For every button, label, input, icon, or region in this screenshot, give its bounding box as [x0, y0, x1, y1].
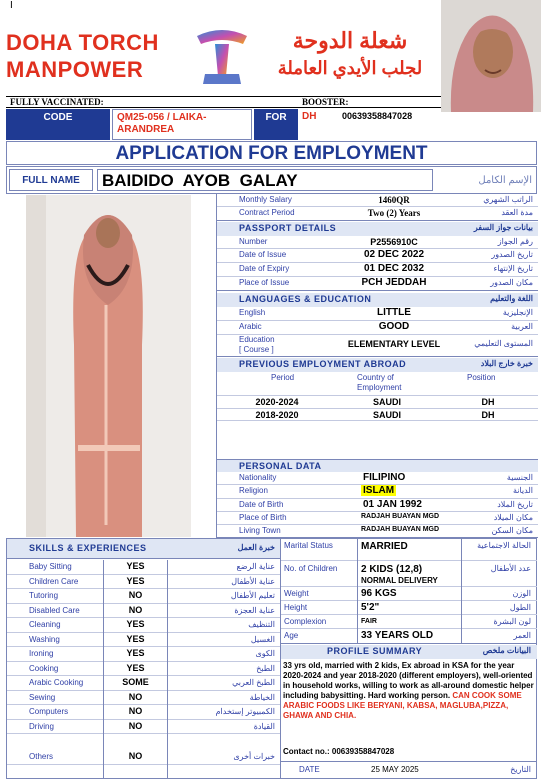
form-title: APPLICATION FOR EMPLOYMENT	[6, 141, 537, 165]
vaccine-row	[6, 96, 441, 108]
skill-label-ar: الطبخ	[256, 663, 275, 673]
skill-row	[7, 604, 280, 619]
torch-logo	[193, 26, 251, 86]
salary-row	[217, 194, 538, 207]
header	[0, 0, 541, 96]
code-bar	[6, 109, 537, 140]
skill-label-ar: القيادة	[253, 721, 275, 731]
booster-label: BOOSTER:	[302, 97, 349, 107]
salary-label: Monthly Salary	[239, 195, 292, 204]
personal-data-heading: PERSONAL DATA	[217, 459, 538, 472]
skill-row	[7, 720, 280, 735]
skill-label: Tutoring	[29, 591, 59, 600]
full-name-row	[6, 166, 537, 194]
date-row: DATE 25 MAY 2025 التاريخ	[281, 761, 537, 779]
skill-label: Washing	[29, 634, 60, 644]
skill-value: YES	[126, 633, 145, 644]
skill-row	[7, 575, 280, 590]
marital-row: Marital Status MARRIED الحالة الاجتماعية	[281, 539, 537, 561]
weight-row: Weight 96 KGS الوزن	[281, 587, 537, 601]
children-row: No. of Children 2 KIDS (12,8) NORMAL DELIVERY عدد الأطفال	[281, 561, 537, 587]
previous-employment-row: 2018-2020 SAUDI DH	[217, 408, 538, 421]
previous-employment-header: Period Country of Employment Position	[271, 373, 496, 392]
salary-label-ar: الراتب الشهري	[483, 195, 533, 204]
skill-label-ar: الخياطة	[249, 692, 275, 702]
skill-label: Baby Sitting	[29, 562, 72, 571]
skill-value: YES	[126, 575, 145, 586]
complexion-row: Complexion FAIR لون البشرة	[281, 615, 537, 629]
skill-row	[7, 662, 280, 677]
skill-label-ar: عناية الأطفال	[231, 576, 275, 586]
dob-row: Date of Birth 01 JAN 1992 تاريخ الملاد	[217, 499, 538, 512]
skill-label-ar: الغسيل	[250, 634, 275, 644]
skill-value: SOME	[122, 677, 149, 687]
full-body-photo	[26, 195, 191, 537]
skill-row	[7, 691, 280, 706]
skill-value: YES	[126, 648, 145, 658]
skill-label: Cleaning	[29, 620, 61, 629]
arabic-row: Arabic GOOD العربية	[217, 321, 538, 335]
skill-label-ar: الطبخ العربي	[232, 678, 275, 687]
passport-rows	[217, 236, 538, 291]
skill-label: Ironing	[29, 649, 54, 658]
skill-row	[7, 589, 280, 604]
living-town-row: Living Town RADJAH BUAYAN MGD مكان السكن	[217, 525, 538, 538]
skill-label: Arabic Cooking	[29, 678, 84, 687]
for-label: FOR	[254, 109, 298, 140]
skill-label-ar: تعليم الأطفال	[230, 591, 275, 600]
languages-heading: LANGUAGES & EDUCATION اللغة والتعليم	[217, 293, 538, 307]
skills-table	[6, 538, 281, 779]
skill-label: Disabled Care	[29, 605, 80, 615]
religion-row: Religion ISLAM الديانة	[217, 485, 538, 499]
phone-number: 00639358847028	[342, 111, 413, 121]
skill-label-ar: عناية العجزة	[234, 605, 275, 615]
skill-label: Driving	[29, 721, 54, 731]
company-name-ar-line1: شعلة الدوحة	[292, 28, 408, 53]
skill-label-ar: عناية الرضع	[236, 562, 275, 571]
profile-summary-text: 33 yrs old, married with 2 kids, Ex abroad in KSA for the year 2020-2024 and year 2018-2020 (different employers), well-oriented in household works, willing to work as all-around domestic helper including babysitting. Hard working person. CAN COOK SOME ARABIC FOODS LIKE BERYANI, KABSA, MAGLUBA,PIZZA, GHAWA AND CHIA.	[283, 661, 534, 720]
passport-expiry-row: Date of Expiry 01 DEC 2032 تاريخ الإنتهاء	[217, 263, 538, 277]
code-label: CODE	[6, 109, 110, 140]
age-row: Age 33 YEARS OLD العمر	[281, 629, 537, 644]
education-row: Education [ Course ] ELEMENTARY LEVEL المستوى التعليمي	[217, 335, 538, 357]
contract-row	[217, 207, 538, 221]
english-row: English LITTLE الإنجليزية	[217, 307, 538, 321]
full-name-value: BAIDIDO AYOB GALAY	[97, 169, 433, 191]
skill-label: Computers	[29, 707, 69, 716]
skill-label-ar: الكوى	[255, 649, 275, 658]
fully-vaccinated-label: FULLY VACCINATED:	[10, 97, 104, 107]
skill-label: Cooking	[29, 663, 59, 673]
skill-row	[7, 560, 280, 575]
company-name-en-line1: DOHA TORCH	[6, 30, 159, 55]
skill-label: Others	[29, 752, 54, 761]
skill-row	[7, 647, 280, 662]
passport-heading: PASSPORT DETAILS بيانات جواز السفر	[217, 222, 538, 236]
passport-number-row: Number P2556910C رقم الجواز	[217, 236, 538, 249]
skill-row	[7, 750, 280, 765]
full-name-label-ar: الإسم الكامل	[478, 175, 532, 186]
skill-row	[7, 618, 280, 633]
code-value: QM25-056 / LAIKA-ARANDREA	[112, 109, 252, 140]
headshot-photo	[441, 0, 541, 112]
contact-number: Contact no.: 00639358847028	[283, 747, 395, 756]
skill-value: NO	[128, 604, 143, 615]
religion-value: ISLAM	[363, 485, 395, 496]
place-of-birth-row: Place of Birth RADJAH BUAYAN MGD مكان الميلاد	[217, 512, 538, 525]
passport-issue-row: Date of Issue 02 DEC 2022 تاريخ الصدور	[217, 249, 538, 263]
skill-label-ar: خبرات أخرى	[233, 752, 275, 761]
contract-label-ar: مدة العقد	[501, 208, 533, 217]
status-table	[281, 538, 537, 779]
company-name-en-line2: MANPOWER	[6, 57, 144, 82]
skill-value: YES	[126, 619, 145, 629]
profile-summary-highlight: CAN COOK SOME ARABIC FOODS LIKE BERYANI, KABSA, MAGLUBA,PIZZA, GHAWA AND CHIA.	[283, 691, 522, 720]
skill-row	[7, 676, 280, 691]
skills-heading: SKILLS & EXPERIENCES خبرة العمل	[7, 539, 280, 559]
skill-row	[7, 705, 280, 720]
details-table	[216, 194, 537, 540]
previous-employment-heading: PREVIOUS EMPLOYMENT ABROAD خبرة خارج البلاد	[217, 358, 538, 372]
profile-summary-heading: PROFILE SUMMARY البيانات ملخص	[281, 645, 537, 659]
skill-value: YES	[126, 561, 145, 571]
skill-value: NO	[128, 691, 143, 702]
height-row: Height 5'2" الطول	[281, 601, 537, 615]
salary-value: 1460QR	[378, 195, 410, 205]
nationality-row: Nationality FILIPINO الجنسية	[217, 472, 538, 485]
skill-label-ar: التنظيف	[248, 620, 275, 629]
for-value: DH	[302, 111, 317, 122]
top-marker: I	[10, 0, 13, 11]
previous-employment-row: 2020-2024 SAUDI DH	[217, 395, 538, 408]
skill-value: NO	[128, 751, 143, 761]
skill-row	[7, 633, 280, 648]
skill-value: NO	[128, 590, 143, 600]
contract-label: Contract Period	[239, 208, 295, 217]
skill-value: NO	[128, 706, 143, 716]
company-name-ar-line2: لجلب الأيدي العاملة	[277, 58, 423, 78]
skill-label-ar: الكمبيوتر إستخدام	[215, 707, 275, 716]
full-name-label: FULL NAME	[9, 169, 93, 191]
skill-value: YES	[126, 662, 145, 673]
skill-label: Children Care	[29, 576, 79, 586]
contract-value: Two (2) Years	[367, 208, 421, 218]
passport-place-row: Place of Issue PCH JEDDAH مكان الصدور	[217, 277, 538, 291]
skill-value: NO	[128, 720, 143, 731]
skill-label: Sewing	[29, 692, 56, 702]
